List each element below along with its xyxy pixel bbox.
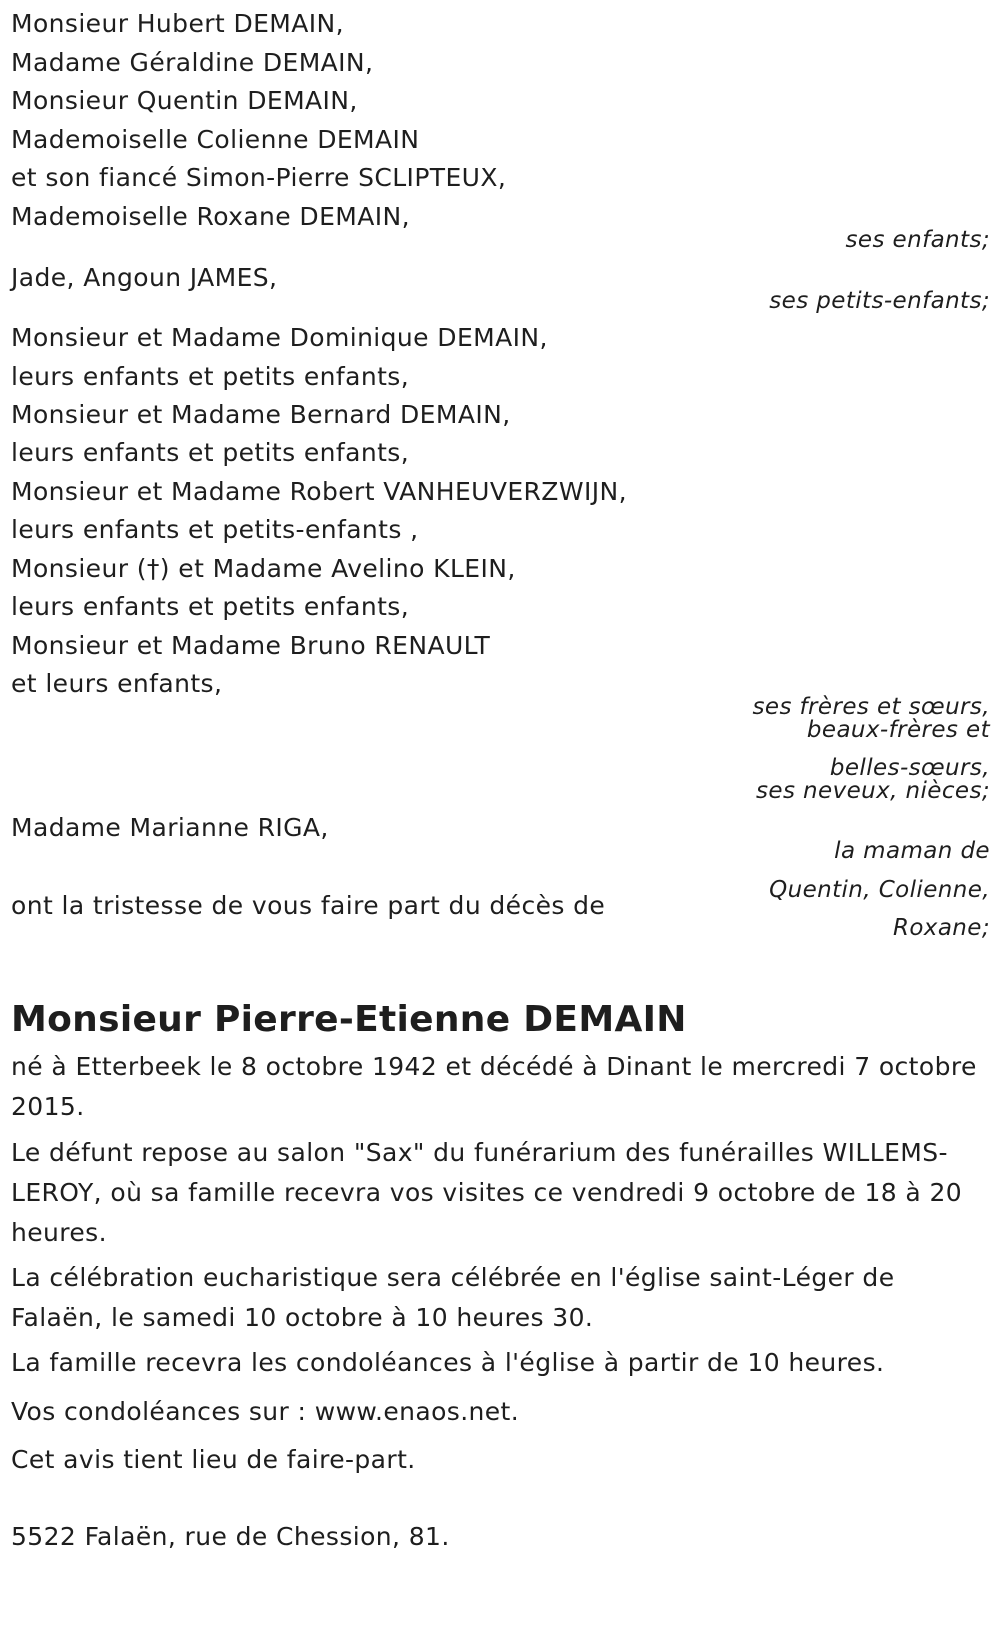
deceased-name: Monsieur Pierre-Etienne DEMAIN [11,999,687,1040]
sibling-line: Monsieur et Madame Dominique DEMAIN, [11,323,548,352]
child-line: Monsieur Hubert DEMAIN, [11,9,344,38]
children-role: ses enfants; [845,227,990,253]
address-line: 5522 Falaën, rue de Chession, 81. [11,1522,450,1551]
sibling-line: leurs enfants et petits enfants, [11,438,410,467]
child-line: Madame Géraldine DEMAIN, [11,48,374,77]
mother-role: Roxane; [892,915,990,941]
mother-role: Quentin, Colienne, [769,877,990,903]
ceremony-paragraph: La célébration eucharistique sera célébrée en l'église saint-Léger de Falaën, le samedi 10 octobre à 10 heures 30. [11,1263,895,1332]
child-line: et son fiancé Simon-Pierre SCLIPTEUX, [11,163,507,192]
sibling-line: Monsieur et Madame Bernard DEMAIN, [11,400,511,429]
sibling-line: Monsieur et Madame Bruno RENAULT [11,631,491,660]
sibling-line: leurs enfants et petits enfants, [11,362,410,391]
siblings-role: belles-sœurs, [829,755,990,781]
child-line: Mademoiselle Colienne DEMAIN [11,125,420,154]
sibling-line: leurs enfants et petits-enfants , [11,515,419,544]
siblings-role: ses neveux, nièces; [756,778,990,804]
mother-role: la maman de [834,838,990,864]
sibling-line: leurs enfants et petits enfants, [11,592,410,621]
sibling-line: Monsieur (†) et Madame Avelino KLEIN, [11,554,516,583]
notice-paragraph: Cet avis tient lieu de faire-part. [11,1445,416,1474]
condolences-church-paragraph: La famille recevra les condoléances à l'église à partir de 10 heures. [11,1348,885,1377]
child-line: Mademoiselle Roxane DEMAIN, [11,202,410,231]
grandchildren-role: ses petits-enfants; [769,288,990,314]
siblings-role: ses frères et sœurs, [752,694,990,720]
sibling-line: Monsieur et Madame Robert VANHEUVERZWIJN, [11,477,627,506]
grandchildren-line: Jade, Angoun JAMES, [11,263,278,292]
sibling-line: et leurs enfants, [11,669,223,698]
siblings-role: beaux-frères et [806,717,990,743]
visitation-paragraph: Le défunt repose au salon "Sax" du funérarium des funérailles WILLEMS-LEROY, où sa famille recevra vos visites ce vendredi 9 octobre de 18 à 20 heures. [11,1138,963,1247]
announcement-line: ont la tristesse de vous faire part du décès de [11,891,606,920]
birth-death-paragraph: né à Etterbeek le 8 octobre 1942 et décédé à Dinant le mercredi 7 octobre 2015. [11,1052,977,1121]
mother-line: Madame Marianne RIGA, [11,813,329,842]
condolences-online-paragraph: Vos condoléances sur : www.enaos.net. [11,1397,520,1426]
child-line: Monsieur Quentin DEMAIN, [11,86,358,115]
